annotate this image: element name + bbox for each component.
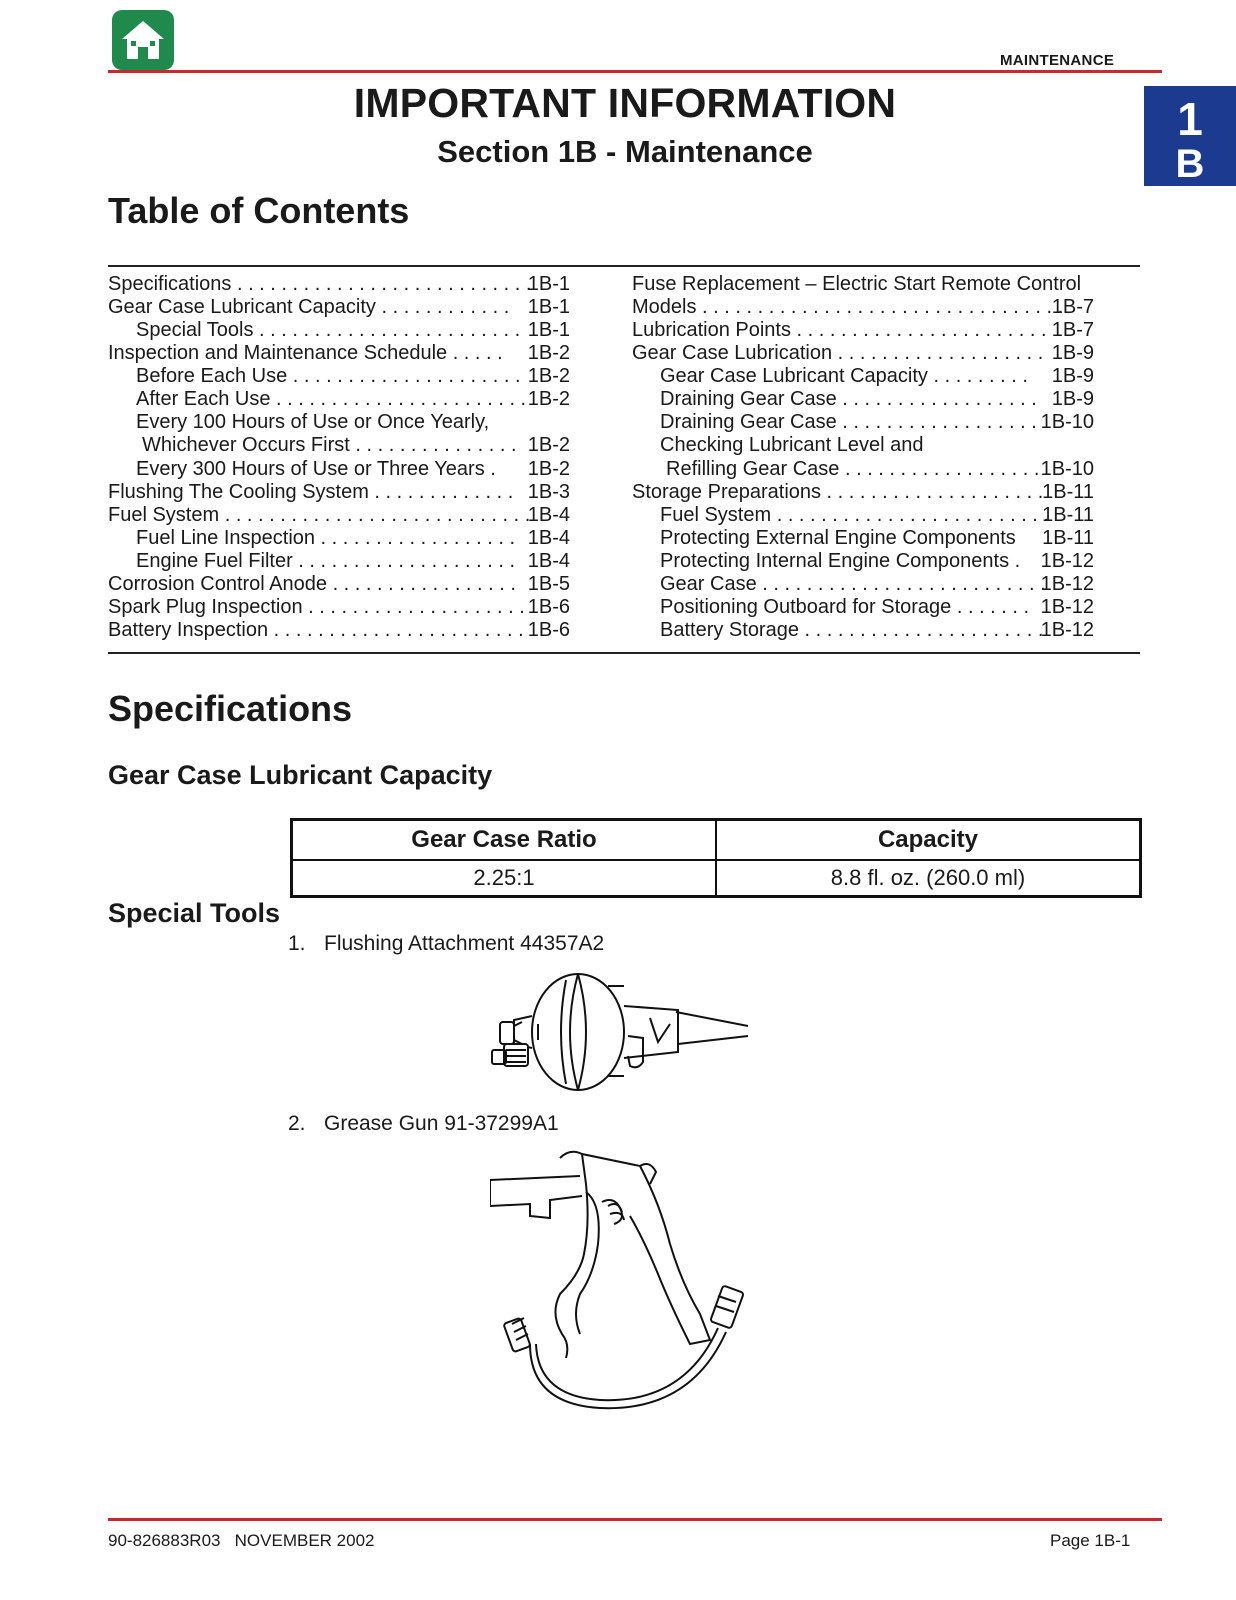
toc-entry-page: 1B-10 — [1040, 457, 1094, 480]
section-tab-number: 1 — [1177, 93, 1203, 145]
tool-item-flushing-attachment — [288, 932, 788, 958]
toc-entry[interactable] — [108, 296, 588, 319]
toc-entry-title: Before Each Use . . . . . . . . . . . . . . . . . . . . . — [136, 365, 521, 388]
tool-item-grease-gun — [288, 1112, 788, 1138]
toc-entry-title: Gear Case Lubricant Capacity . . . . . . . . . . . . — [108, 296, 510, 319]
toc-entry-page: 1B-5 — [527, 572, 570, 595]
table-row — [292, 860, 1141, 897]
gear-case-capacity-table — [290, 818, 1142, 898]
toc-entry-title: Storage Preparations . . . . . . . . . . . . . . . . . . . . — [632, 480, 1044, 503]
toc-entry-page: 1B-9 — [1051, 365, 1094, 388]
toc-entry-title: Refilling Gear Case . . . . . . . . . . . . . . . . . . — [666, 457, 1040, 480]
gear-case-capacity-heading: Gear Case Lubricant Capacity — [108, 760, 493, 790]
toc-entry[interactable] — [108, 273, 588, 296]
table-cell-ratio: 2.25:1 — [292, 860, 717, 897]
toc-entry[interactable] — [632, 619, 1112, 642]
toc-entry[interactable] — [632, 319, 1112, 342]
toc-entry-title: Flushing The Cooling System . . . . . . . . . . . . . — [108, 480, 514, 503]
table-cell-capacity: 8.8 fl. oz. (260.0 ml) — [716, 860, 1141, 897]
toc-entry-title: Battery Inspection . . . . . . . . . . . . . . . . . . . . . . . — [108, 619, 524, 642]
special-tools-heading: Special Tools — [108, 898, 281, 928]
toc-entry-page: 1B-1 — [527, 296, 570, 319]
toc-entry-page: 1B-9 — [1051, 388, 1094, 411]
toc-entry-title: Lubrication Points . . . . . . . . . . . . . . . . . . . . . . . — [632, 319, 1047, 342]
toc-entry-title: Engine Fuel Filter . . . . . . . . . . . . . . . . . . . . — [136, 549, 516, 572]
toc-entry-title: Models . . . . . . . . . . . . . . . . . . . . . . . . . . . . . . . . . — [632, 296, 1064, 319]
toc-entry-page: 1B-10 — [1040, 411, 1094, 434]
toc-entry[interactable] — [108, 573, 588, 596]
toc-entry[interactable] — [632, 550, 1112, 573]
toc-entry-page: 1B-4 — [527, 549, 570, 572]
toc-entry[interactable] — [632, 573, 1112, 596]
toc-entry-page: 1B-6 — [527, 595, 570, 618]
toc-entry[interactable] — [632, 527, 1112, 550]
toc-bottom-rule — [108, 652, 1140, 654]
toc-entry[interactable] — [632, 365, 1112, 388]
toc-top-rule — [108, 265, 1140, 267]
toc-entry-page: 1B-4 — [527, 503, 570, 526]
toc-entry[interactable] — [632, 342, 1112, 365]
page-number: Page 1B-1 — [1050, 1531, 1131, 1550]
toc-entry[interactable] — [108, 365, 588, 388]
toc-entry-title: After Each Use . . . . . . . . . . . . . . . . . . . . . . . — [136, 388, 527, 411]
toc-entry-title: Spark Plug Inspection . . . . . . . . . . . . . . . . . . . . — [108, 595, 525, 618]
toc-entry-title: Every 100 Hours of Use or Once Yearly, — [136, 411, 490, 434]
toc-entry-title: Fuel System . . . . . . . . . . . . . . . . . . . . . . . . . — [660, 503, 1049, 526]
toc-entry-title: Checking Lubricant Level and — [660, 434, 924, 457]
toc-entry-page: 1B-12 — [1040, 549, 1094, 572]
toc-entry-title: Gear Case Lubricant Capacity . . . . . . . . . — [660, 365, 1028, 388]
toc-entry-page: 1B-4 — [527, 526, 570, 549]
toc-entry[interactable] — [108, 481, 588, 504]
toc-entry-page: 1B-1 — [527, 319, 570, 342]
page-title: IMPORTANT INFORMATION — [353, 80, 897, 126]
table-header-ratio: Gear Case Ratio — [292, 820, 717, 861]
toc-entry-page: 1B-7 — [1051, 319, 1094, 342]
header-divider — [108, 70, 1162, 73]
section-tab-letter: B — [1175, 142, 1205, 186]
toc-entry[interactable] — [108, 388, 588, 411]
toc-entry[interactable] — [108, 434, 588, 457]
toc-entry-title: Positioning Outboard for Storage . . . . . . . — [660, 595, 1030, 618]
toc-entry[interactable] — [108, 319, 588, 342]
toc-entry-page: 1B-6 — [527, 619, 570, 642]
tool-item-number: 1. — [288, 932, 306, 955]
toc-entry[interactable] — [632, 411, 1112, 434]
grease-gun-illustration — [490, 1144, 760, 1414]
toc-entry[interactable] — [108, 527, 588, 550]
toc-entry-title: Draining Gear Case . . . . . . . . . . . . . . . . . . — [660, 388, 1037, 411]
toc-entry[interactable] — [108, 411, 588, 434]
toc-heading: Table of Contents — [108, 190, 410, 231]
toc-entry-page: 1B-12 — [1040, 595, 1094, 618]
toc-entry[interactable] — [632, 481, 1112, 504]
toc-entry[interactable] — [632, 388, 1112, 411]
toc-entry-title: Gear Case . . . . . . . . . . . . . . . . . . . . . . . . . . — [660, 572, 1046, 595]
toc-entry-title: Corrosion Control Anode . . . . . . . . . . . . . . . . . — [108, 572, 516, 595]
tool-item-label: Flushing Attachment 44357A2 — [324, 932, 605, 955]
toc-entry[interactable] — [108, 596, 588, 619]
section-label: MAINTENANCE — [1000, 52, 1115, 69]
document-number: 90-826883R03 NOVEMBER 2002 — [108, 1531, 375, 1550]
toc-entry-title: Battery Storage . . . . . . . . . . . . . . . . . . . . . . — [660, 619, 1044, 642]
toc-entry[interactable] — [108, 458, 588, 481]
toc-entry-page: 1B-7 — [1051, 296, 1094, 319]
toc-entry-page: 1B-11 — [1042, 503, 1094, 526]
toc-entry-page: 1B-12 — [1040, 619, 1094, 642]
toc-entry[interactable] — [108, 504, 588, 527]
table-header-row — [292, 820, 1141, 861]
tool-item-number: 2. — [288, 1112, 306, 1135]
toc-entry[interactable] — [632, 504, 1112, 527]
toc-entry-title: Draining Gear Case . . . . . . . . . . . . . . . . . . — [660, 411, 1037, 434]
specifications-heading: Specifications — [108, 688, 353, 729]
table-header-capacity: Capacity — [716, 820, 1141, 861]
toc-entry[interactable] — [108, 550, 588, 573]
flushing-attachment-illustration — [478, 966, 758, 1098]
home-icon — [118, 17, 168, 63]
toc-entry[interactable] — [108, 342, 588, 365]
toc-entry-page: 1B-12 — [1040, 572, 1094, 595]
toc-entry-page: 1B-9 — [1051, 342, 1094, 365]
toc-entry[interactable] — [632, 434, 1112, 457]
toc-entry-page: 1B-3 — [527, 480, 570, 503]
toc-entry[interactable] — [632, 296, 1112, 319]
tool-item-label: Grease Gun 91-37299A1 — [324, 1112, 559, 1135]
toc-entry-title: Fuel Line Inspection . . . . . . . . . . . . . . . . . . — [136, 526, 516, 549]
home-button[interactable] — [112, 10, 174, 70]
toc-entry-page: 1B-2 — [527, 342, 570, 365]
toc-entry[interactable] — [632, 273, 1112, 296]
toc-entry-title: Specifications . . . . . . . . . . . . . . . . . . . . . . . . . . . — [108, 273, 532, 295]
toc-entry-title: Whichever Occurs First . . . . . . . . . . . . . . . — [142, 434, 517, 457]
toc-entry-page: 1B-11 — [1042, 526, 1094, 549]
toc-entry[interactable] — [632, 596, 1112, 619]
toc-entry[interactable] — [108, 619, 588, 642]
toc-entry-page: 1B-1 — [527, 273, 570, 295]
toc-entry-page: 1B-11 — [1042, 480, 1094, 503]
toc-entry-page: 1B-2 — [527, 457, 570, 480]
toc-entry-title: Fuel System . . . . . . . . . . . . . . . . . . . . . . . . . . . . — [108, 503, 531, 526]
toc-entry-page: 1B-2 — [527, 365, 570, 388]
page-subtitle: Section 1B - Maintenance — [437, 134, 813, 169]
toc-entry-title: Inspection and Maintenance Schedule . . . . . — [108, 342, 503, 365]
toc-entry[interactable] — [632, 458, 1112, 481]
toc-entry-title: Every 300 Hours of Use or Three Years . — [136, 457, 496, 480]
toc-entry-title: Fuse Replacement – Electric Start Remote Control — [632, 273, 1082, 295]
toc-entry-title: Protecting External Engine Components — [660, 526, 1016, 549]
toc-entry-title: Protecting Internal Engine Components . — [660, 549, 1021, 572]
toc-entry-title: Gear Case Lubrication . . . . . . . . . . . . . . . . . . . — [632, 342, 1044, 365]
toc-entry-page: 1B-2 — [527, 388, 570, 411]
toc-entry-title: Special Tools . . . . . . . . . . . . . . . . . . . . . . . . — [136, 319, 521, 342]
footer-divider — [108, 1518, 1162, 1521]
toc-entry-page: 1B-2 — [527, 434, 570, 457]
